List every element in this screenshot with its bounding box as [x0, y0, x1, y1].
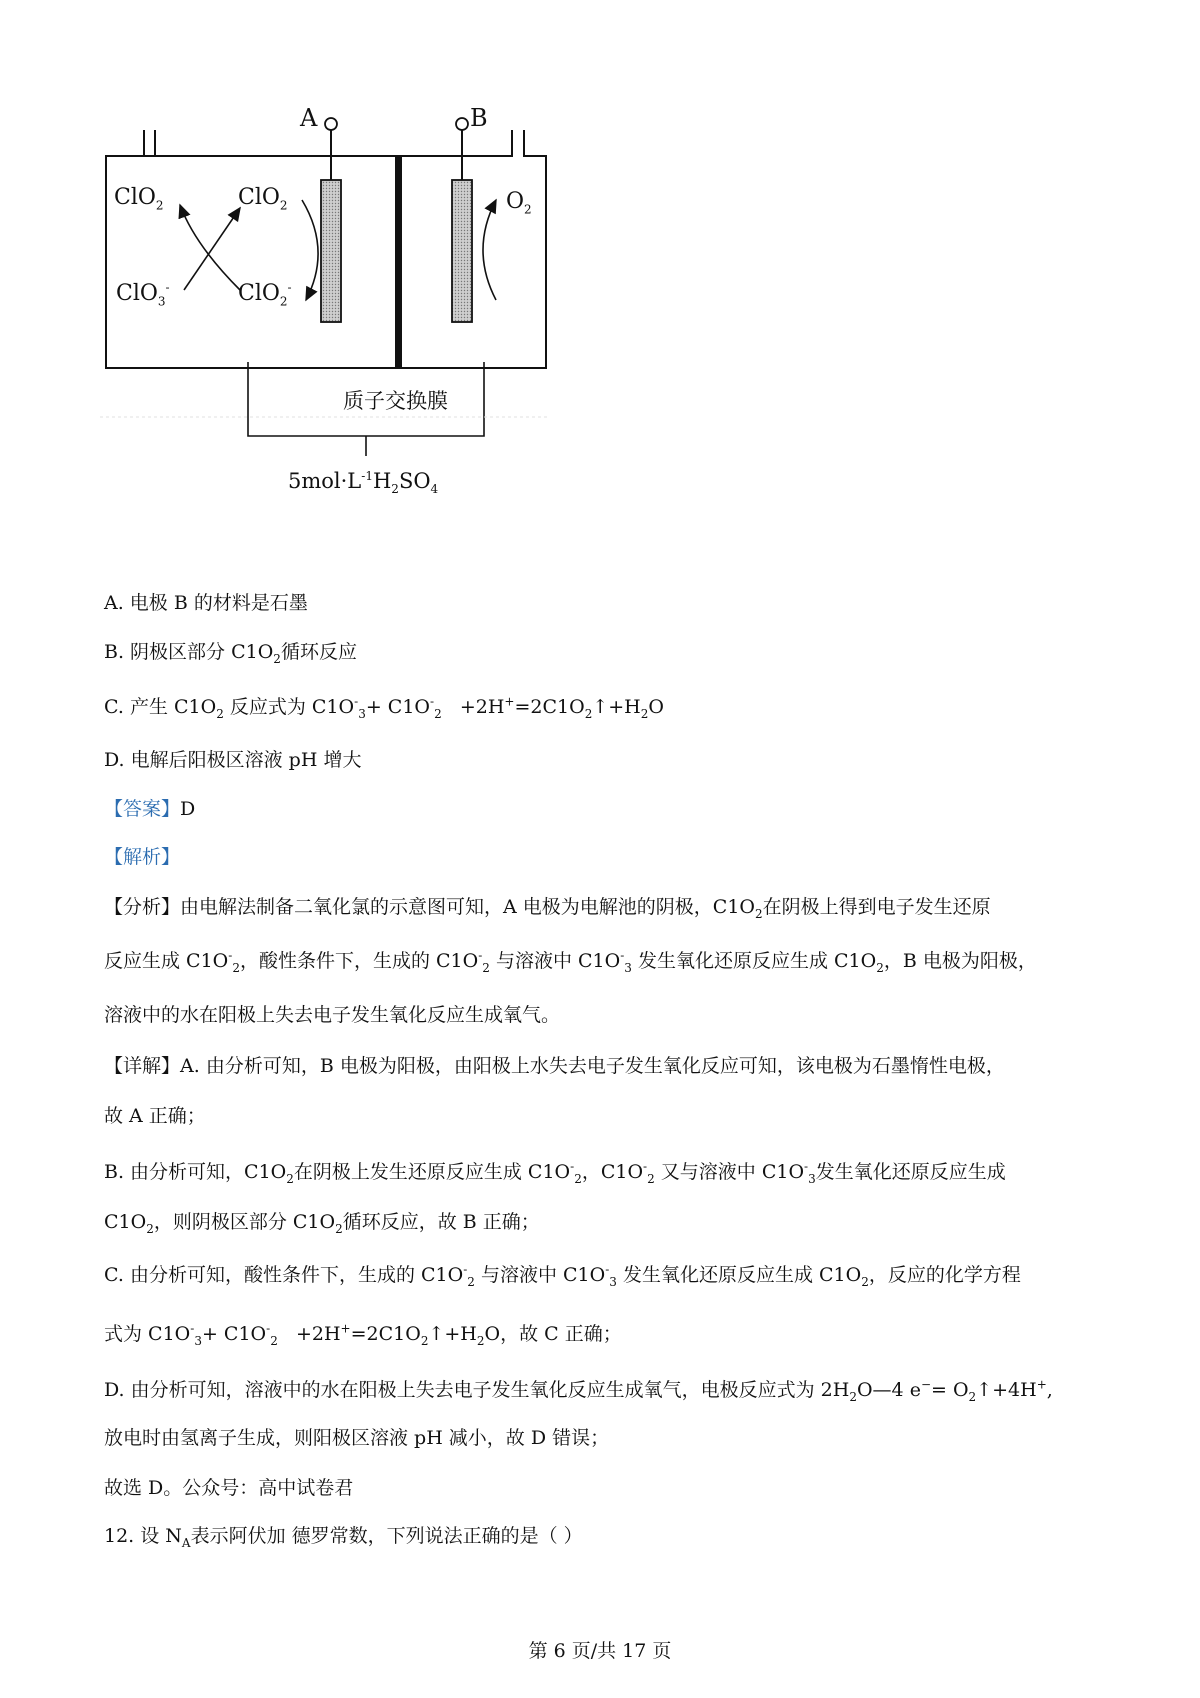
electrolyte-label: $5mol\cdot L^{-1}H_2SO_4$ [288, 469, 439, 497]
option-a: A. 电极 B 的材料是石墨 [104, 592, 308, 614]
terminal-a [325, 118, 337, 130]
membrane-label: 质子交换膜 [343, 389, 448, 413]
label-b: B [470, 104, 488, 132]
detail-c-line-2: 式为 $C1O^-_3+ C1O^-_2$ $+2H^+=2C1O_2↑+H_2O$，故 C 正确； [104, 1321, 622, 1348]
analysis-line-1: 【分析】由电解法制备二氧化氯的示意图可知，A 电极为电解池的阴极，$C1O_2$在阴极上得到电子发生还原 [104, 896, 991, 921]
species-clo2-minus: ClO$_2$- [238, 280, 292, 309]
proton-exchange-membrane [395, 156, 402, 368]
detail-a-line-1: 【详解】A. 由分析可知，B 电极为阳极，由阳极上水失去电子发生氧化反应可知，该电极为石墨惰性电极， [104, 1055, 1005, 1077]
arrow-clo2-to-clo2m [302, 200, 318, 300]
electrolysis-diagram [100, 100, 620, 560]
detail-c-line-1: C. 由分析可知，酸性条件下，生成的 $C1O^-_2$ 与溶液中 $C1O^-_3$ 发生氧化还原反应生成 $C1O_2$，反应的化学方程 [104, 1262, 1021, 1289]
species-clo2-left: ClO$_2$ [114, 185, 164, 213]
electrode-b [452, 180, 472, 322]
answer-line: 【答案】D [104, 798, 196, 820]
option-d: D. 电解后阳极区溶液 pH 增大 [104, 749, 362, 771]
analysis-label: 【解析】 [104, 846, 181, 868]
detail-conclusion: 故选 D。公众号：高中试卷君 [104, 1477, 354, 1499]
analysis-line-3: 溶液中的水在阳极上失去电子发生氧化反应生成氧气。 [104, 1004, 561, 1026]
analysis-line-2: 反应生成 $C1O^-_2$，酸性条件下，生成的 $C1O^-_2$ 与溶液中 $C1O^-_3$ 发生氧化还原反应生成 $C1O_2$，B 电极为阳极， [104, 948, 1037, 975]
question-12: 12. 设 $N_A$表示阿伏加 德罗常数，下列说法正确的是（ ） [104, 1525, 583, 1550]
species-o2: $O_2$ [506, 189, 532, 217]
option-c: C. 产生 $C1O_2$ 反应式为 $C1O^-_3+ C1O^-_2$ $+2H^+=2C1O_2↑+H_2O$ [104, 694, 664, 721]
electrode-a [321, 180, 341, 322]
species-clo3-minus: ClO$_3$- [116, 280, 170, 309]
detail-b-line-2: $C1O_2$，则阴极区部分 $C1O_2$循环反应，故 B 正确； [104, 1211, 540, 1236]
detail-b-line-1: B. 由分析可知，$C1O_2$在阴极上发生还原反应生成 $C1O^-_2$，$C1O^-_2$ 又与溶液中 $C1O^-_3$发生氧化还原反应生成 [104, 1159, 1006, 1186]
arrow-clo2m-to-clo2 [184, 208, 240, 290]
terminal-b [456, 118, 468, 130]
arrow-clo3-to-clo2 [180, 205, 240, 290]
detail-d-line-2: 放电时由氢离子生成，则阳极区溶液 pH 减小，故 D 错误； [104, 1427, 610, 1449]
detail-d-line-1: D. 由分析可知，溶液中的水在阳极上失去电子发生氧化反应生成氧气，电极反应式为 $2H_2O—4$ $e^-= O_2↑+4H^+$, [104, 1377, 1053, 1404]
option-b: B. 阴极区部分 $C1O_2$循环反应 [104, 641, 357, 666]
arrow-h2o-to-o2 [483, 200, 496, 300]
label-a: A [300, 104, 318, 132]
detail-a-line-2: 故 A 正确； [104, 1105, 206, 1127]
page-footer: 第 6 页/共 17 页 [528, 1640, 672, 1662]
species-clo2-mid: ClO$_2$ [238, 185, 288, 213]
